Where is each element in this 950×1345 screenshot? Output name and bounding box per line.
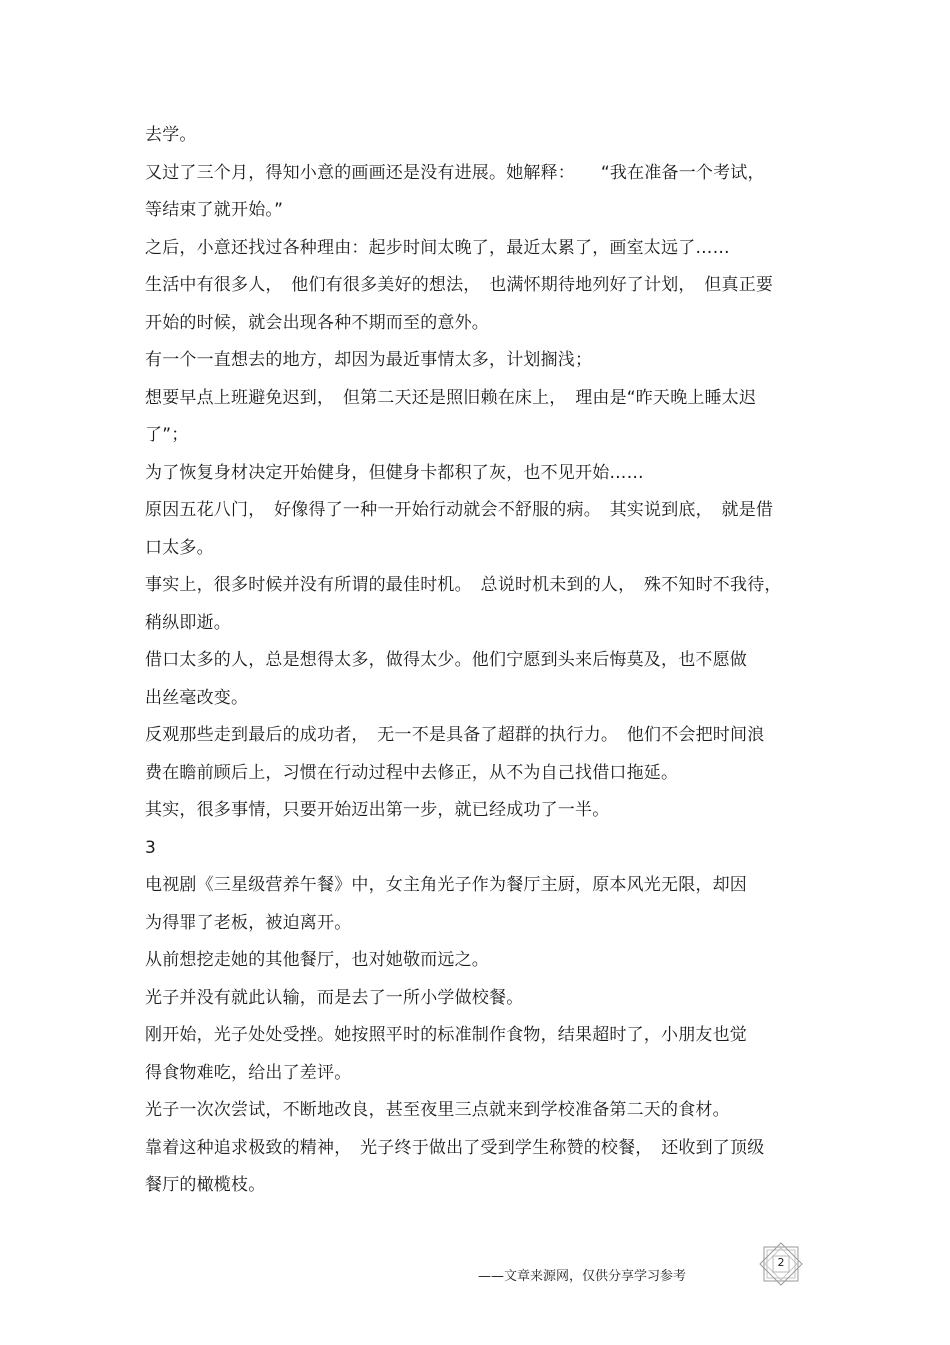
text-line: 餐厅的橄榄枝。 — [145, 1175, 266, 1195]
section-number: 3 — [145, 838, 157, 858]
text-line: 为了恢复身材决定开始健身，但健身卡都积了灰，也不见开始…… — [145, 463, 644, 483]
text-line: 靠着这种追求极致的精神， 光子终于做出了受到学生称赞的校餐， 还收到了顶级 — [145, 1138, 765, 1158]
text-line: 从前想挖走她的其他餐厅，也对她敬而远之。 — [145, 950, 489, 970]
text-line: 光子一次次尝试，不断地改良，甚至夜里三点就来到学校准备第二天的食材。 — [145, 1100, 730, 1120]
text-line: 开始的时候，就会出现各种不期而至的意外。 — [145, 313, 489, 333]
page-number-badge — [756, 1242, 806, 1286]
text-line: 刚开始，光子处处受挫。她按照平时的标准制作食物，结果超时了，小朋友也觉 — [145, 1025, 747, 1045]
text-line: 得食物难吃，给出了差评。 — [145, 1063, 352, 1083]
text-line: 又过了三个月，得知小意的画画还是没有进展。她解释： “我在准备一个考试， — [145, 163, 765, 183]
text-line: 稍纵即逝。 — [145, 613, 231, 633]
text-line: 出丝毫改变。 — [145, 688, 249, 708]
text-line: 原因五花八门， 好像得了一种一开始行动就会不舒服的病。 其实说到底， 就是借 — [145, 500, 774, 520]
text-line: 借口太多的人，总是想得太多，做得太少。他们宁愿到头来后悔莫及，也不愿做 — [145, 650, 747, 670]
text-line: 反观那些走到最后的成功者， 无一不是具备了超群的执行力。 他们不会把时间浪 — [145, 725, 765, 745]
text-line: 光子并没有就此认输，而是去了一所小学做校餐。 — [145, 988, 524, 1008]
text-line: 电视剧《三星级营养午餐》中，女主角光子作为餐厅主厨，原本风光无限，却因 — [145, 875, 747, 895]
text-line: 了”； — [145, 425, 189, 445]
text-line: 去学。 — [145, 125, 197, 145]
text-line: 事实上，很多时候并没有所谓的最佳时机。 总说时机未到的人， 殊不知时不我待， — [145, 575, 782, 595]
text-line: 之后，小意还找过各种理由：起步时间太晚了，最近太累了，画室太远了…… — [145, 238, 730, 258]
text-line: 其实，很多事情，只要开始迈出第一步，就已经成功了一半。 — [145, 800, 610, 820]
text-line: 等结束了就开始。” — [145, 200, 284, 220]
text-line: 生活中有很多人， 他们有很多美好的想法， 也满怀期待地列好了计划， 但真正要 — [145, 275, 774, 295]
footer-source-text: ——文章来源网，仅供分享学习参考 — [478, 1269, 687, 1284]
page-number: 2 — [777, 1256, 785, 1269]
text-line: 费在瞻前顾后上，习惯在行动过程中去修正，从不为自己找借口拖延。 — [145, 763, 679, 783]
text-line: 有一个一直想去的地方，却因为最近事情太多，计划搁浅； — [145, 350, 593, 370]
text-line: 想要早点上班避免迟到， 但第二天还是照旧赖在床上， 理由是“昨天晚上睡太迟 — [145, 388, 757, 408]
text-line: 为得罪了老板，被迫离开。 — [145, 913, 352, 933]
text-line: 口太多。 — [145, 538, 214, 558]
